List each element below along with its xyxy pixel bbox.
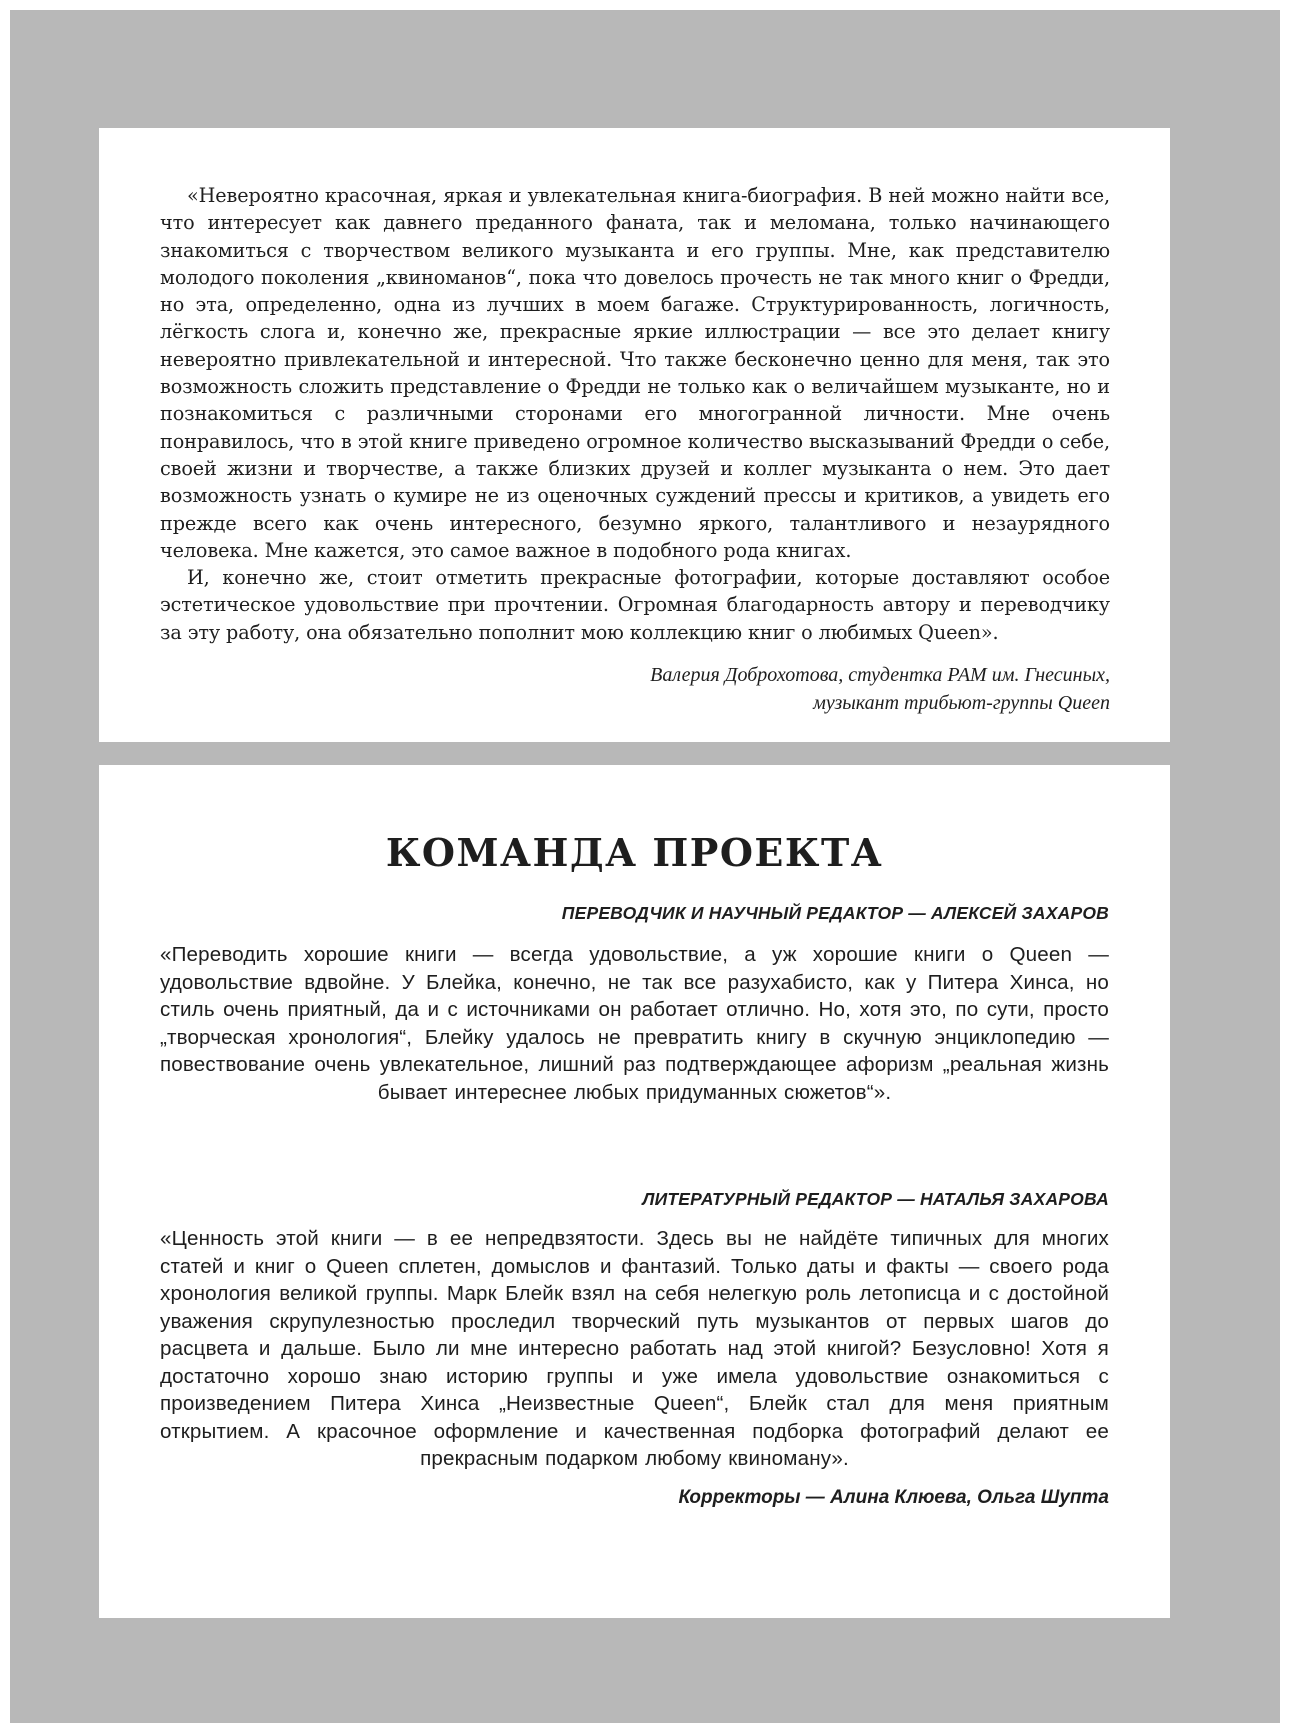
review-attribution — [160, 661, 1110, 717]
review-card — [99, 128, 1170, 742]
attribution-line-1: Валерия Доброхотова, студентка РАМ им. Гнесиных, — [650, 664, 1110, 687]
correctors-credit: Корректоры — Алина Клюева, Ольга Шупта — [678, 1487, 1109, 1508]
attribution-line-2: музыкант трибьют-группы Queen — [813, 692, 1110, 715]
translator-heading: ПЕРЕВОДЧИК И НАУЧНЫЙ РЕДАКТОР — АЛЕКСЕЙ ЗАХАРОВ — [561, 903, 1109, 923]
translator-quote: «Переводить хорошие книги — всегда удовольствие, а уж хорошие книги о Queen — удовольствие вдвойне. У Блейка, конечно, не так все разухабисто, как у Питера Хинса, но стиль очень приятный, да и с источниками он работает отлично. Но, хотя это, по сути, просто „творческая хронология“, Блейку удалось не превратить книгу в скучную энциклопедию — повествование очень увлекательное, лишний раз подтверждающее афоризм „реальная жизнь бывает интереснее любых придуманных сюжетов“». — [160, 943, 1109, 1104]
literary-editor-quote: «Ценность этой книги — в ее непредвзятости. Здесь вы не найдёте типичных для многих статей и книг о Queen сплетен, домыслов и фантазий. Только даты и факты — своего рода хронология великой группы. Марк Блейк взял на себя нелегкую роль летописца и с достойной уважения скрупулезностью проследил творческий путь музыкантов от первых шагов до расцвета и дальше. Было ли мне интересно работать над этой книгой? Безусловно! Хотя я достаточно хорошо знаю историю группы и уже имела удовольствие ознакомиться с произведением Питера Хинса „Неизвестные Queen“, Блейк стал для меня приятным открытием. А красочное оформление и качественная подборка фотографий делают ее прекрасным подарком любому квиноману». — [160, 1227, 1109, 1470]
page-background — [10, 10, 1280, 1723]
team-card — [99, 765, 1170, 1618]
team-title: КОМАНДА ПРОЕКТА — [385, 830, 884, 875]
literary-editor-heading: ЛИТЕРАТУРНЫЙ РЕДАКТОР — НАТАЛЬЯ ЗАХАРОВА — [642, 1189, 1109, 1209]
review-paragraph-1: «Невероятно красочная, яркая и увлекательная книга-биография. В ней можно найти все, что интересует как давнего преданного фаната, так и меломана, только начинающего знакомиться с творчеством великого музыканта и его группы. Мне, как представителю молодого поколения „квиноманов“, пока что довелось прочесть не так много книг о Фредди, но эта, определенно, одна из лучших в моем багаже. Структурированность, логичность, лёгкость слога и, конечно же, прекрасные яркие иллюстрации — все это делает книгу невероятно привлекательной и интересной. Что также бесконечно ценно для меня, так это возможность сложить представление о Фредди не только как о величайшем музыканте, но и познакомиться с различными сторонами его многогранной личности. Мне очень понравилось, что в этой книге приведено огромное количество высказываний Фредди о себе, своей жизни и творчестве, а также близких друзей и коллег музыканта о нем. Это дает возможность узнать о кумире не из оценочных суждений прессы и критиков, а увидеть его прежде всего как очень интересного, безумно яркого, талантливого и незаурядного человека. Мне кажется, это самое важное в подобного рода книгах. — [160, 184, 1110, 562]
review-paragraph-2: И, конечно же, стоит отметить прекрасные фотографии, которые доставляют особое эстетическое удовольствие при прочтении. Огромная благодарность автору и переводчику за эту работу, она обязательно пополнит мою коллекцию книг о любимых Queen». — [160, 566, 1110, 644]
